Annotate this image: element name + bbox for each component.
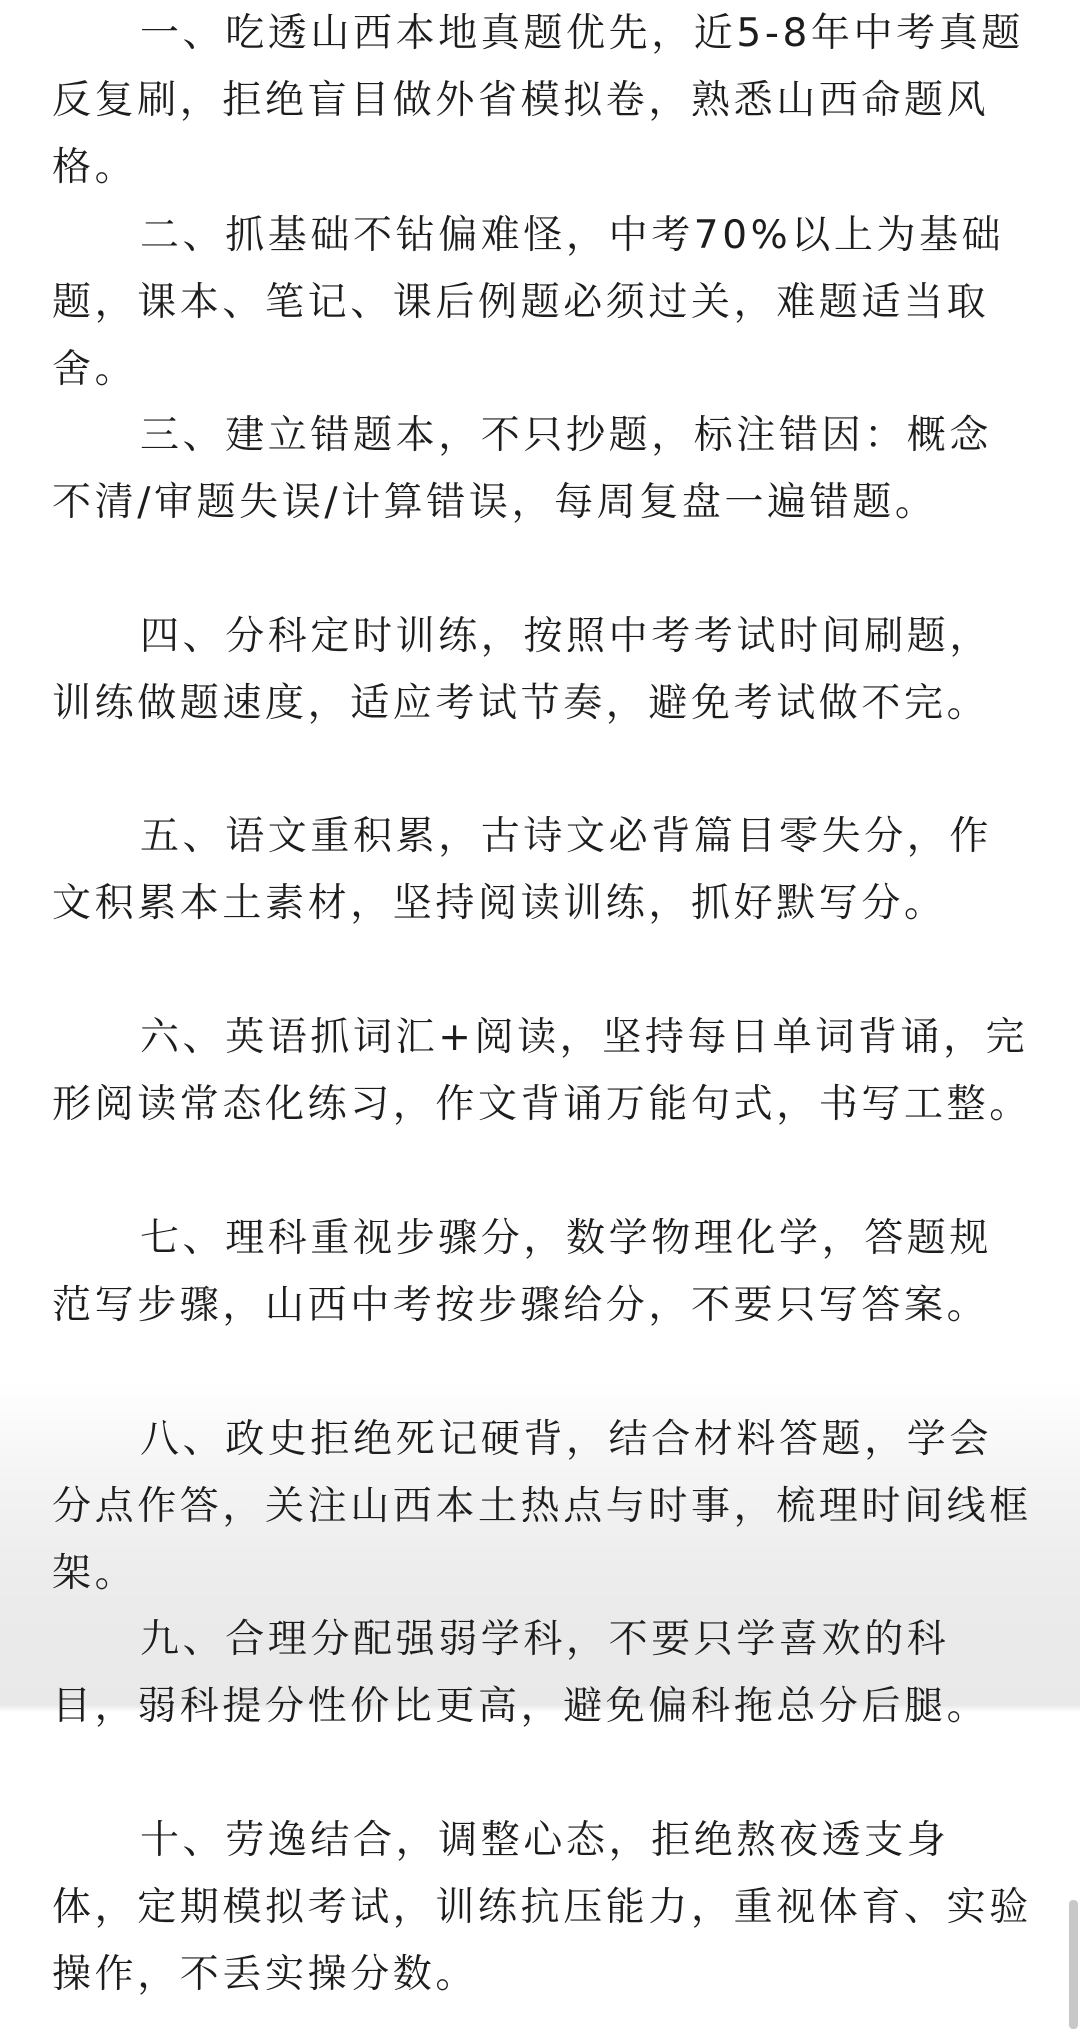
paragraph-5: 五、语文重积累，古诗文必背篇目零失分，作文积累本土素材，坚持阅读训练，抓好默写分。: [52, 814, 993, 926]
paragraph-2: 二、抓基础不钻偏难怪，中考70%以上为基础题，课本、笔记、课后例题必须过关，难题适当取舍。: [52, 213, 1005, 392]
paragraph-1: 一、吃透山西本地真题优先，近5-8年中考真题反复刷，拒绝盲目做外省模拟卷，熟悉山西命题风格。: [52, 11, 1024, 190]
scrollbar[interactable]: [1069, 1900, 1078, 2029]
paragraph-9: 九、合理分配强弱学科，不要只学喜欢的科目，弱科提分性价比更高，避免偏科拖总分后腿。: [52, 1617, 990, 1729]
paragraph-4: 四、分科定时训练，按照中考考试时间刷题，训练做题速度，适应考试节奏，避免考试做不完。: [52, 614, 993, 726]
paragraph-7: 七、理科重视步骤分，数学物理化学，答题规范写步骤，山西中考按步骤给分，不要只写答案。: [52, 1216, 993, 1328]
paragraph-10: 十、劳逸结合，调整心态，拒绝熬夜透支身体，定期模拟考试，训练抗压能力，重视体育、实验操作，不丢实操分数。: [52, 1818, 1032, 1997]
paragraph-3: 三、建立错题本，不只抄题，标注错因：概念不清/审题失误/计算错误，每周复盘一遍错题。: [52, 413, 993, 525]
paragraph-6: 六、英语抓词汇+阅读，坚持每日单词背诵，完形阅读常态化练习，作文背诵万能句式，书写工整。: [52, 1015, 1032, 1127]
paragraph-8: 八、政史拒绝死记硬背，结合材料答题，学会分点作答，关注山西本土热点与时事，梳理时间线框架。: [52, 1417, 1032, 1596]
